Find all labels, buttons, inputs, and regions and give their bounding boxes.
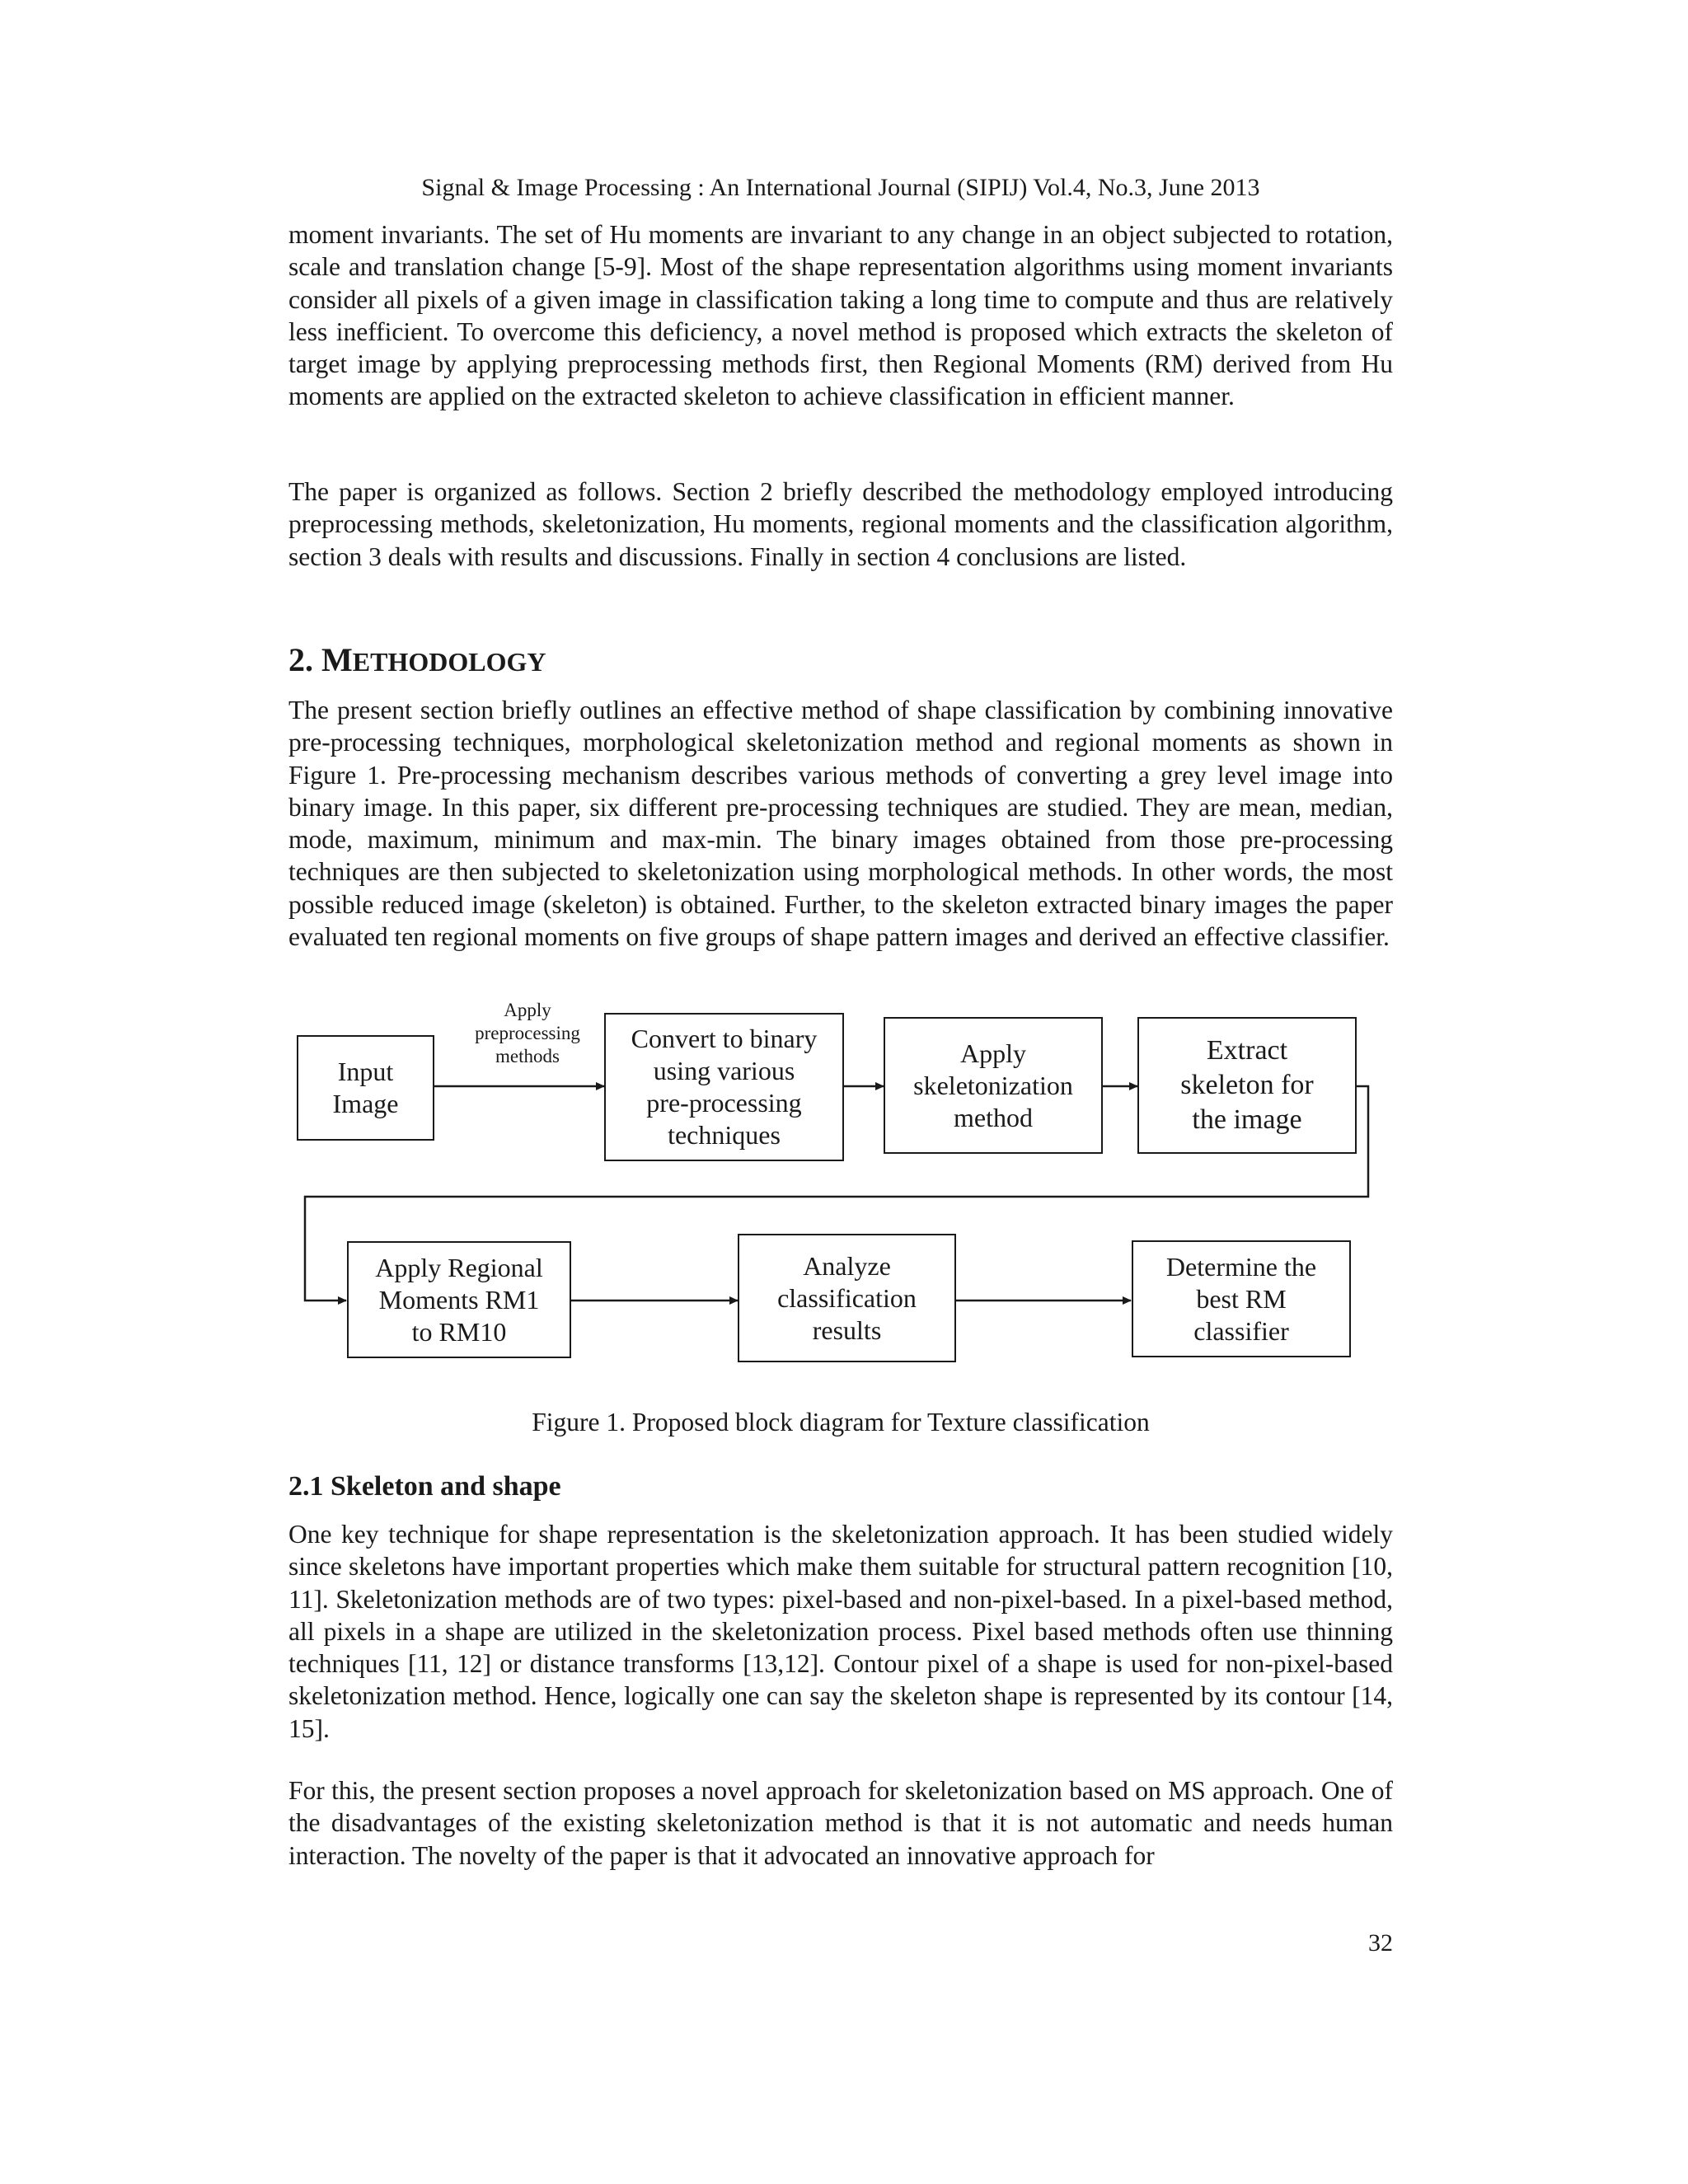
- section-number: 2.: [288, 641, 313, 678]
- box-line: classification: [777, 1282, 917, 1313]
- box-line: Apply: [960, 1038, 1026, 1068]
- box-line: Image: [332, 1089, 399, 1118]
- box-line: results: [812, 1315, 882, 1345]
- intro-paragraph-1: moment invariants. The set of Hu moments are invariant to any change in an object subjected to rotation, scale and translation change [5-9]. Most of the shape representation algorithms using moment invariants consider all pixels of a given image in classification taking a long time to compute and thus are relatively less inefficient. To overcome this deficiency, a novel method is proposed which extracts the skeleton of target image by applying preprocessing methods first, then Regional Moments (RM) derived from Hu moments are applied on the extracted skeleton to achieve classification in efficient manner.: [288, 220, 1393, 411]
- section-title-initial: M: [321, 641, 353, 678]
- box-line: skeletonization: [913, 1070, 1073, 1100]
- box-line: classifier: [1193, 1315, 1289, 1346]
- arrow-label-line: methods: [495, 1046, 560, 1066]
- skeleton-paragraph-2: For this, the present section proposes a novel approach for skeletonization based on MS approach. One of the disadvantages of the existing skeletonization method is that it is not automatic and needs human interaction. The novelty of the paper is that it advocated an innovative approach for: [288, 1776, 1393, 1870]
- box-apply-skeletonization: [884, 1017, 1103, 1154]
- intro-paragraph-2: The paper is organized as follows. Section 2 briefly described the methodology employed introducing preprocessing methods, skeletonization, Hu moments, regional moments and the classification algorithm, section 3 deals with results and discussions. Finally in section 4 conclusions are listed.: [288, 477, 1393, 571]
- subsection-heading: 2.1 Skeleton and shape: [288, 1471, 561, 1502]
- box-line: Apply Regional: [375, 1252, 543, 1282]
- box-input-image: [297, 1035, 434, 1141]
- box-line: Determine the: [1165, 1251, 1317, 1282]
- running-header: Signal & Image Processing : An International Journal (SIPIJ) Vol.4, No.3, June 2013: [421, 174, 1260, 201]
- arrow-label-preprocessing: [462, 999, 593, 1068]
- page-number: 32: [1368, 1929, 1393, 1957]
- box-line: pre-processing: [646, 1088, 802, 1118]
- methodology-paragraph: The present section briefly outlines an effective method of shape classification by combining innovative pre-processing techniques, morphological skeletonization method and regional moments as shown in Figure 1. Pre-processing mechanism describes various methods of converting a grey level image into binary image. In this paper, six different pre-processing techniques are studied. They are mean, median, mode, maximum, minimum and max-min. The binary images obtained from those pre-processing techniques are then subjected to skeletonization using morphological methods. In other words, the most possible reduced image (skeleton) is obtained. Further, to the skeleton extracted binary images the paper evaluated ten regional moments on five groups of shape pattern images and derived an effective classifier.: [288, 696, 1393, 952]
- box-line: skeleton for: [1180, 1070, 1314, 1100]
- section-heading-methodology: [288, 641, 546, 681]
- arrow-label-line: Apply: [504, 1000, 551, 1020]
- box-line: Input: [337, 1057, 394, 1086]
- section-title-rest: ETHODOLOGY: [352, 647, 546, 677]
- box-line: using various: [653, 1056, 795, 1085]
- box-line: best RM: [1196, 1283, 1287, 1314]
- box-line: Moments RM1: [378, 1284, 540, 1315]
- box-analyze-results: [738, 1234, 956, 1362]
- box-line: Convert to binary: [631, 1024, 818, 1053]
- box-apply-regional-moments: [347, 1241, 571, 1358]
- box-extract-skeleton: [1137, 1017, 1357, 1154]
- box-line: Analyze: [803, 1250, 891, 1281]
- box-line: method: [954, 1102, 1033, 1132]
- box-line: to RM10: [411, 1316, 507, 1347]
- box-line: techniques: [668, 1120, 781, 1150]
- figure-caption: Figure 1. Proposed block diagram for Texture classification: [532, 1408, 1150, 1436]
- skeleton-paragraph-1: One key technique for shape representation is the skeletonization approach. It has been studied widely since skeletons have important properties which make them suitable for structural pattern recognition [10, 11]. Skeletonization methods are of two types: pixel-based and non-pixel-based. In a pixel-based method, all pixels in a shape are utilized in the skeletonization process. Pixel based methods often use thinning techniques [11, 12] or distance transforms [13,12]. Contour pixel of a shape is used for non-pixel-based skeletonization method. Hence, logically one can say the skeleton shape is represented by its contour [14, 15].: [288, 1520, 1393, 1743]
- box-line: Extract: [1206, 1035, 1288, 1066]
- box-line: the image: [1192, 1104, 1302, 1135]
- box-determine-best-classifier: [1132, 1240, 1351, 1357]
- box-convert-to-binary: [604, 1013, 844, 1161]
- arrow-label-line: preprocessing: [475, 1023, 580, 1043]
